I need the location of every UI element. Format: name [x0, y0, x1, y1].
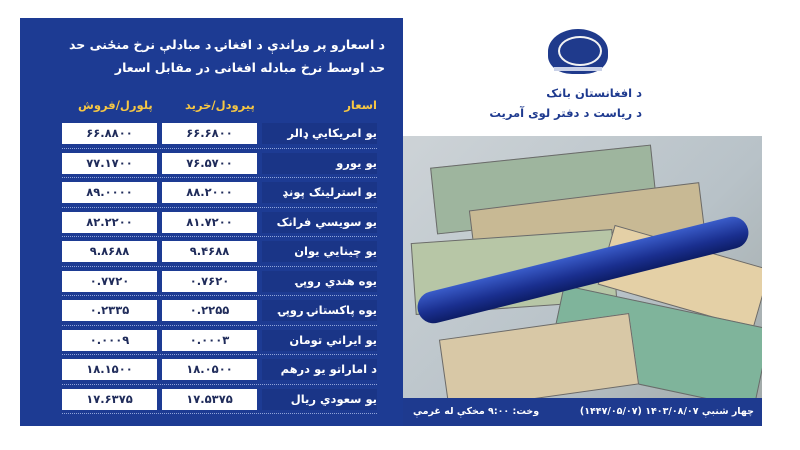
currency-name: یو سعودي ریال [262, 389, 377, 410]
banknotes-image [403, 136, 762, 398]
table-row [62, 355, 377, 385]
buy-rate: ۷۶.۵۷۰۰ [162, 153, 257, 174]
table-row [62, 208, 377, 238]
table-row [62, 178, 377, 208]
department-name: د ریاست د دفتر لوی آمریت [489, 106, 642, 120]
time-text: وخت: ۹:۰۰ مخکې له غرمې [413, 406, 540, 417]
sell-rate: ۱۷.۶۳۷۵ [62, 389, 157, 410]
buy-rate: ۸۱.۷۲۰۰ [162, 212, 257, 233]
sell-rate: ۰.۲۳۳۵ [62, 300, 157, 321]
table-row [62, 326, 377, 356]
branding-panel [403, 18, 762, 426]
column-header-sell: پلورل/فروش [78, 98, 153, 112]
buy-rate: ۰.۲۲۵۵ [162, 300, 257, 321]
buy-rate: ۱۷.۵۳۷۵ [162, 389, 257, 410]
buy-rate: ۶۶.۶۸۰۰ [162, 123, 257, 144]
title-line-2: حد اوسط نرخ مبادله افغانی در مقابل اسعار [114, 60, 385, 75]
currency-name: یو چینایي یوان [262, 241, 377, 262]
table-row [62, 149, 377, 179]
sell-rate: ۶۶.۸۸۰۰ [62, 123, 157, 144]
rates-table [62, 119, 377, 414]
currency-name: د اماراتو یو درهم [262, 359, 377, 380]
currency-name: یوه هندي روپۍ [262, 271, 377, 292]
table-row [62, 119, 377, 149]
banknote-image [439, 313, 639, 411]
currency-name: یو استرلینګ پونډ [262, 182, 377, 203]
title-line-1: د اسعارو پر وړاندې د افغانۍ د مبادلې نرخ منځنی حد [69, 37, 385, 52]
seal-banner-icon [554, 67, 602, 71]
buy-rate: ۰.۰۰۰۳ [162, 330, 257, 351]
currency-name: یو یورو [262, 153, 377, 174]
sell-rate: ۸۹.۰۰۰۰ [62, 182, 157, 203]
footer-bar [403, 398, 762, 426]
buy-rate: ۹.۴۶۸۸ [162, 241, 257, 262]
rates-panel [20, 18, 403, 426]
table-row [62, 267, 377, 297]
sell-rate: ۹.۸۶۸۸ [62, 241, 157, 262]
sell-rate: ۰.۷۷۲۰ [62, 271, 157, 292]
column-header-buy: پیرودل/خرید [185, 98, 255, 112]
da-afghanistan-bank-seal-icon [548, 29, 608, 74]
currency-name: یو امریکایي ډالر [262, 123, 377, 144]
column-header-currency: اسعار [344, 98, 377, 112]
buy-rate: ۰.۷۶۲۰ [162, 271, 257, 292]
date-text: چهار شنبې ۱۴۰۳/۰۸/۰۷ (۱۴۴۷/۰۵/۰۷) [579, 406, 754, 417]
table-row [62, 296, 377, 326]
sell-rate: ۱۸.۱۵۰۰ [62, 359, 157, 380]
table-row [62, 237, 377, 267]
currency-name: یوه پاکستانۍ روپۍ [262, 300, 377, 321]
sell-rate: ۷۷.۱۷۰۰ [62, 153, 157, 174]
sell-rate: ۰.۰۰۰۹ [62, 330, 157, 351]
bank-name: د افغانستان بانک [546, 86, 642, 100]
buy-rate: ۸۸.۲۰۰۰ [162, 182, 257, 203]
sell-rate: ۸۲.۲۲۰۰ [62, 212, 157, 233]
currency-name: یو سویسي فرانک [262, 212, 377, 233]
buy-rate: ۱۸.۰۵۰۰ [162, 359, 257, 380]
currency-name: یو ایراني تومان [262, 330, 377, 351]
table-row [62, 385, 377, 415]
rate-board [20, 18, 762, 426]
seal-ring-icon [558, 36, 602, 66]
